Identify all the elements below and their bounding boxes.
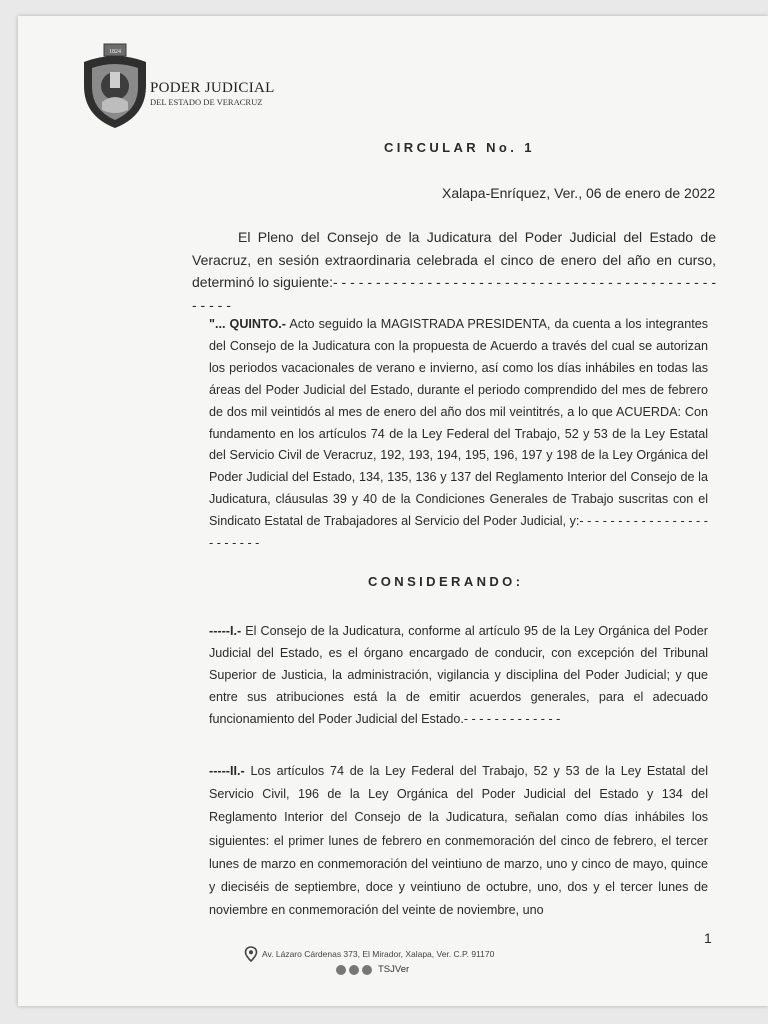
considerando-i-lead: -----I.- [209, 624, 242, 638]
map-pin-icon [244, 946, 258, 962]
footer-address-text: Av. Lázaro Cárdenas 373, El Mirador, Xalapa, Ver. C.P. 91170 [262, 949, 495, 959]
considerando-ii-paragraph [209, 760, 708, 922]
considerando-ii-lead: -----II.- [209, 764, 245, 778]
intro-paragraph: El Pleno del Consejo de la Judicatura del Poder Judicial del Estado de Veracruz, en sesión extraordinaria celebrada el cinco de enero del año en curso, determinó lo siguiente:- - - - - - - - - - - - - - - - - - - - - - - - - - - - - - - - - - - - - - - - - - - - - - - - - - [192, 229, 716, 313]
social-handle: TSJVer [378, 964, 410, 975]
circular-title: CIRCULAR No. 1 [384, 140, 535, 155]
seal-year: 1824 [109, 49, 121, 55]
instagram-icon[interactable] [362, 965, 372, 975]
considerando-ii-text: Los artículos 74 de la Ley Federal del Trabajo, 52 y 53 de la Ley Estatal del Servicio Civil, 196 de la Ley Orgánica del Poder Judicial del Estado y 134 del Reglamento Interior del Consejo de la Judicatura, señalan como días inhábiles los siguientes: el primer lunes de febrero en conmemoración del cinco de febrero, el tercer lunes de marzo en conmemoración del veintiuno de marzo, uno y cinco de mayo, quince y dieciséis de septiembre, doce y veintiuno de octubre, uno, dos y el tercer lunes de noviembre en conmemoración del veinte de noviembre, uno [209, 764, 708, 918]
considerando-i-paragraph [209, 620, 708, 730]
org-name: PODER JUDICIAL [150, 80, 275, 96]
document-page [18, 16, 768, 1006]
footer-social [336, 964, 409, 975]
quinto-text: Acto seguido la MAGISTRADA PRESIDENTA, da cuenta a los integrantes del Consejo de la Judicatura con la propuesta de Acuerdo a través del cual se autorizan los periodos vacacionales de verano e invierno, así como los días inhábiles en todas las áreas del Poder Judicial del Estado, durante el periodo comprendido del mes de febrero de dos mil veintidós al mes de enero del año dos mil veintitrés, a lo que ACUERDA: Con fundamento en los artículos 74 de la Ley Federal del Trabajo, 52 y 53 de la Ley Estatal del Servicio Civil de Veracruz, 192, 193, 194, 195, 196, 197 y 198 de la Ley Orgánica del Poder Judicial del Estado, 134, 135, 136 y 137 del Reglamento Interior del Consejo de la Judicatura, cláusulas 39 y 40 de la Condiciones Generales de Trabajo suscritas con el Sindicato Estatal de Trabajadores al Servicio del Poder Judicial, y:- - - - - - - - - - - - - - - - - - - - - - - - [209, 317, 708, 551]
facebook-icon[interactable] [336, 965, 346, 975]
quinto-paragraph [209, 314, 708, 555]
quinto-lead: "... QUINTO.- [209, 317, 286, 331]
org-subtitle: DEL ESTADO DE VERACRUZ [150, 97, 263, 107]
date-line: Xalapa-Enríquez, Ver., 06 de enero de 2022 [442, 185, 716, 201]
considerando-i-text: El Consejo de la Judicatura, conforme al artículo 95 de la Ley Orgánica del Poder Judicial del Estado, es el órgano encargado de conducir, con excepción del Tribunal Superior de Justicia, la administración, vigilancia y disciplina del Poder Judicial; y que entre sus atribuciones está la de emitir acuerdos generales, para el adecuado funcionamiento del Poder Judicial del Estado.- - - - - - - - - - - - - [209, 624, 708, 726]
twitter-icon[interactable] [349, 965, 359, 975]
considerando-title: CONSIDERANDO: [368, 574, 524, 589]
page-number: 1 [704, 930, 712, 946]
poder-judicial-seal [80, 42, 150, 130]
footer-address [244, 945, 494, 963]
letterhead-logo [80, 42, 300, 132]
